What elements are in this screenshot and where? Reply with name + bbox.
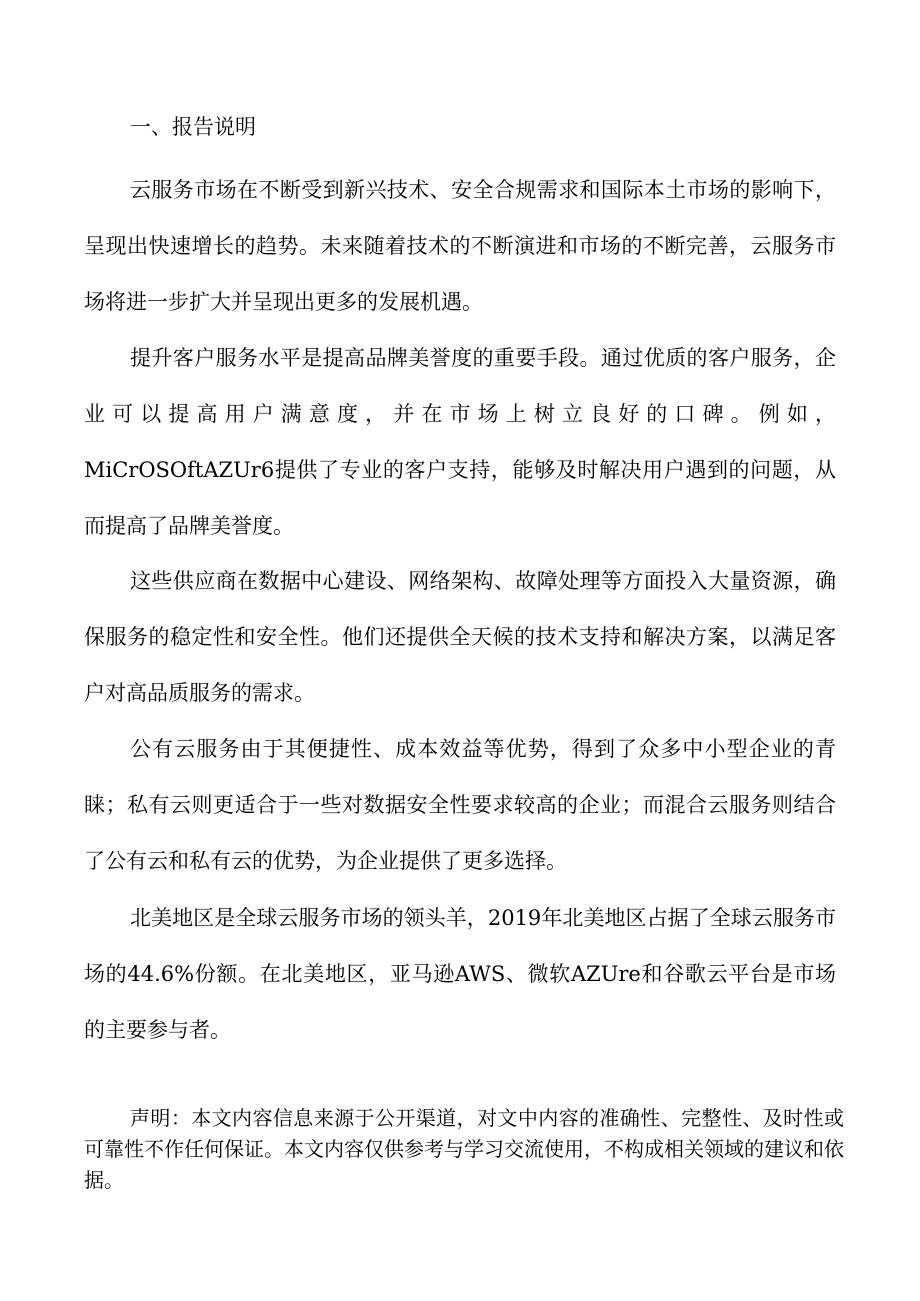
paragraph-cloud-types: 公有云服务由于其便捷性、成本效益等优势，得到了众多中小型企业的青睐；私有云则更适合于一些对数据安全性要求较高的企业；而混合云服务则结合了公有云和私有云的优势，为企业提供了更多选择。 xyxy=(84,737,836,873)
disclaimer-notice: 声明：本文内容信息来源于公开渠道，对文中内容的准确性、完整性、及时性或可靠性不作任何保证。本文内容仅供参考与学习交流使用，不构成相关领域的建议和依据。 xyxy=(84,1106,844,1192)
paragraph-north-america: 北美地区是全球云服务市场的领头羊，2019年北美地区占据了全球云服务市场的44.6%份额。在北美地区，亚马逊AWS、微软AZUre和谷歌云平台是市场的主要参与者。 xyxy=(84,906,836,1042)
paragraph-market-trend: 云服务市场在不断受到新兴技术、安全合规需求和国际本土市场的影响下，呈现出快速增长的趋势。未来随着技术的不断演进和市场的不断完善，云服务市场将进一步扩大并呈现出更多的发展机遇。 xyxy=(84,178,836,314)
section-heading: 一、报告说明 xyxy=(130,115,256,139)
paragraph-customer-service: 提升客户服务水平是提高品牌美誉度的重要手段。通过优质的客户服务，企业可以提高用户满意度，并在市场上树立良好的口碑。例如，MiCrOSOftAZUr6提供了专业的客户支持，能够及时解决用户遇到的问题，从而提高了品牌美誉度。 xyxy=(84,346,836,538)
paragraph-suppliers: 这些供应商在数据中心建设、网络架构、故障处理等方面投入大量资源，确保服务的稳定性和安全性。他们还提供全天候的技术支持和解决方案，以满足客户对高品质服务的需求。 xyxy=(84,569,836,705)
